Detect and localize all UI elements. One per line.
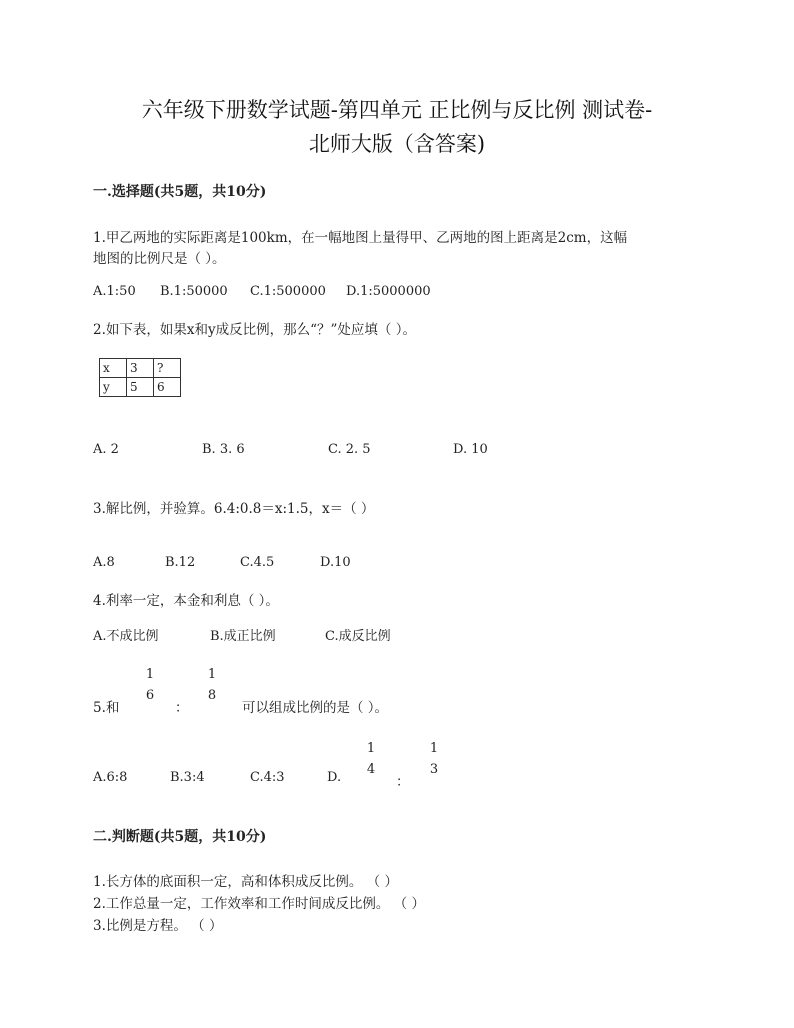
q2-stem: 2.如下表，如果x和y成反比例，那么“？”处应填（ ）。 — [93, 322, 416, 338]
fraction-bar — [364, 759, 378, 760]
fraction-numerator: 1 — [207, 667, 217, 682]
q5-option-d-colon: ： — [396, 774, 410, 790]
q5-fraction-1 — [143, 668, 157, 703]
q3-option-c: C.4.5 — [240, 555, 275, 570]
q5-option-d-fraction-1 — [364, 742, 378, 777]
q1-stem-line1: 1.甲乙两地的实际距离是100km，在一幅地图上量得甲、乙两地的图上距离是2cm，这幅 — [93, 230, 628, 246]
table-cell: 5 — [127, 378, 154, 397]
fraction-denominator: 3 — [429, 762, 439, 777]
doc-title-line1: 六年级下册数学试题-第四单元 正比例与反比例 测试卷- — [141, 98, 653, 122]
table-cell: ? — [154, 359, 181, 378]
judge-item-3: 3.比例是方程。 （ ） — [93, 918, 223, 934]
judge-item-2: 2.工作总量一定，工作效率和工作时间成反比例。 （ ） — [93, 896, 425, 912]
table-row — [100, 378, 181, 397]
q5-stem-suffix: 可以组成比例的是（ ）。 — [242, 700, 389, 716]
q5-option-d: D. — [327, 770, 342, 785]
fraction-denominator: 6 — [145, 688, 155, 703]
fraction-bar — [205, 685, 219, 686]
q1-option-d: D.1:5000000 — [346, 284, 431, 299]
section-heading-choice: 一.选择题(共5题，共10分) — [93, 184, 267, 200]
q4-option-a: A.不成比例 — [93, 629, 159, 644]
q5-option-b: B.3:4 — [170, 770, 205, 785]
q5-option-a: A.6:8 — [93, 770, 128, 785]
fraction-numerator: 1 — [145, 667, 155, 682]
q5-stem-prefix: 5.和 — [93, 700, 120, 716]
q3-option-d: D.10 — [320, 555, 351, 570]
judge-item-1: 1.长方体的底面积一定，高和体积成反比例。 （ ） — [93, 874, 398, 890]
doc-title-line2: 北师大版（含答案) — [308, 132, 486, 156]
fraction-denominator: 4 — [366, 762, 376, 777]
q5-fraction-2 — [205, 668, 219, 703]
q1-stem-line2: 地图的比例尺是（ ）。 — [93, 251, 226, 267]
fraction-bar — [143, 685, 157, 686]
q4-option-b: B.成正比例 — [210, 629, 276, 644]
table-cell: 6 — [154, 378, 181, 397]
q3-option-a: A.8 — [93, 555, 115, 570]
q2-option-d: D. 10 — [453, 442, 488, 457]
fraction-numerator: 1 — [366, 741, 376, 756]
q1-option-b: B.1:50000 — [160, 284, 228, 299]
q1-option-c: C.1:500000 — [250, 284, 326, 299]
table-cell: 3 — [127, 359, 154, 378]
q5-colon: ： — [175, 700, 189, 716]
q2-xy-table — [99, 358, 181, 397]
fraction-bar — [427, 759, 441, 760]
fraction-denominator: 8 — [207, 688, 217, 703]
q4-option-c: C.成反比例 — [325, 629, 391, 644]
section-heading-judge: 二.判断题(共5题，共10分) — [93, 829, 267, 845]
q5-option-d-fraction-2 — [427, 742, 441, 777]
table-row — [100, 359, 181, 378]
q4-stem: 4.利率一定，本金和利息（ ）。 — [93, 593, 279, 609]
table-cell: y — [100, 378, 127, 397]
q3-option-b: B.12 — [165, 555, 196, 570]
q2-option-a: A. 2 — [93, 442, 119, 457]
q2-option-c: C. 2. 5 — [328, 442, 371, 457]
q2-option-b: B. 3. 6 — [202, 442, 245, 457]
fraction-numerator: 1 — [429, 741, 439, 756]
q3-stem: 3.解比例，并验算。6.4:0.8＝x:1.5，x＝（ ） — [93, 501, 375, 517]
q5-option-c: C.4:3 — [250, 770, 285, 785]
q1-option-a: A.1:50 — [93, 284, 136, 299]
table-cell: x — [100, 359, 127, 378]
